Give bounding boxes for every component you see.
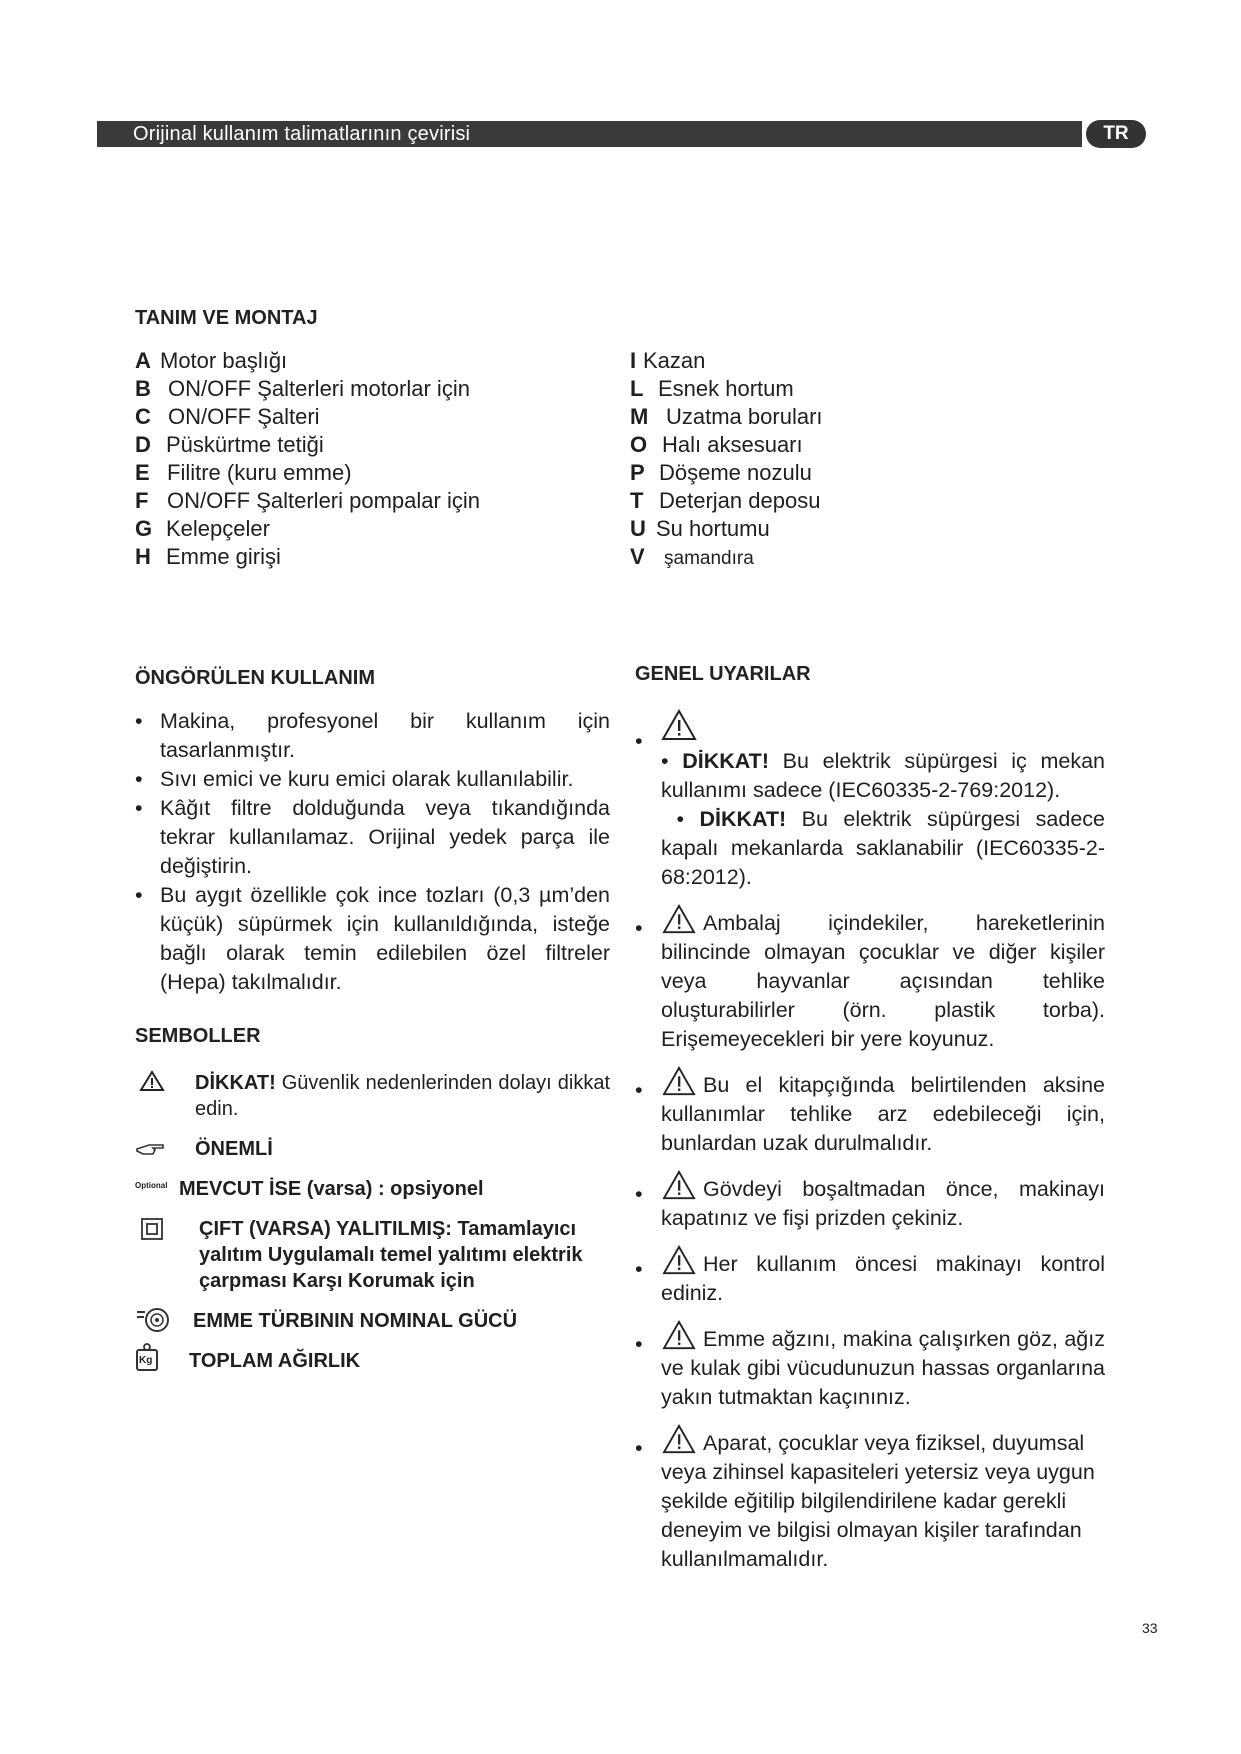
- part-item: C ON/OFF Şalteri: [135, 404, 320, 429]
- part-item: O Halı aksesuarı: [630, 432, 803, 457]
- list-item: • Sıvı emici ve kuru emici olarak kullanılabilir.: [135, 767, 574, 791]
- part-item: D Püskürtme tetiği: [135, 432, 324, 457]
- section-title-warnings: GENEL UYARILAR: [635, 663, 811, 685]
- symbol-attention: DİKKAT! Güvenlik nedenlerinden dolayı dikkat edin.: [135, 1070, 610, 1122]
- part-item: P Döşeme nozulu: [630, 460, 812, 485]
- warnings-list: [635, 709, 1105, 1574]
- part-item: G Kelepçeler: [135, 516, 270, 541]
- symbol-total-weight: Kg TOPLAM AĞIRLIK: [135, 1348, 610, 1374]
- intended-use-list: [135, 707, 610, 997]
- part-item: L Esnek hortum: [630, 376, 794, 401]
- part-item: F ON/OFF Şalterleri pompalar için: [135, 488, 480, 513]
- warning-triangle-icon: [661, 1245, 697, 1275]
- header-title: Orijinal kullanım talimatlarının çevirisi: [133, 123, 471, 145]
- list-item: • Kâğıt filtre dolduğunda veya tıkandığında tekrar kullanılamaz. Orijinal yedek parça ile değiştirin.: [135, 796, 610, 878]
- symbol-optional: Optional MEVCUT İSE (varsa) : opsiyonel: [135, 1178, 484, 1200]
- part-item: I Kazan: [630, 348, 706, 373]
- warning-triangle-icon: [661, 1320, 697, 1350]
- warning-item: • Gövdeyi boşaltmadan önce, makinayı kapatınız ve fişi prizden çekiniz.: [635, 1170, 1105, 1233]
- warning-item: • • DİKKAT! Bu elektrik süpürgesi iç mekan kullanımı sadece (IEC60335-2-769:2012). • DİKKAT! Bu elektrik süpürgesi sadece kapalı mekanlarda saklanabilir (IEC60335-2-68:2012).: [635, 709, 1105, 892]
- optional-icon: Optional: [135, 1181, 168, 1190]
- part-item: U Su hortumu: [630, 516, 770, 541]
- warning-triangle-icon: [661, 1424, 697, 1454]
- list-item: • Bu aygıt özellikle çok ince tozları (0,3 µm’den küçük) süpürmek için kullanıldığında, isteğe bağlı olarak temin edilebilen özel filtreler (Hepa) takılmalıdır.: [135, 883, 610, 994]
- warning-item: • Ambalaj içindekiler, hareketlerinin bilincinde olmayan çocuklar ve diğer kişiler veya hayvanlar açısından tehlike oluşturabilirler (örn. plastik torba). Erişemeyecekleri bir yere koyunuz.: [635, 904, 1105, 1054]
- part-item: T Deterjan deposu: [630, 488, 821, 513]
- warning-triangle-icon: [139, 1070, 165, 1099]
- warning-triangle-icon: [661, 904, 697, 934]
- parts-list-left: [135, 347, 480, 571]
- section-title-intended-use: ÖNGÖRÜLEN KULLANIM: [135, 667, 375, 689]
- part-item: A Motor başlığı: [135, 348, 288, 373]
- part-item: E Filitre (kuru emme): [135, 460, 352, 485]
- part-item: B ON/OFF Şalterleri motorlar için: [135, 376, 470, 401]
- part-item: V şamandıra: [630, 544, 754, 569]
- symbol-important: ÖNEMLİ: [135, 1136, 610, 1162]
- parts-list-right: [630, 347, 823, 573]
- warning-item: • Emme ağzını, makina çalışırken göz, ağız ve kulak gibi vücudunuzun hassas organlarına yakın tutmaktan kaçınınız.: [635, 1320, 1105, 1412]
- warning-triangle-icon: [661, 709, 1105, 745]
- symbols-list: [135, 1070, 610, 1374]
- symbol-double-insulation: ÇIFT (VARSA) YALITILMIŞ: Tamamlayıcı yalıtım Uygulamalı temel yalıtımı elektrik çarpması Karşı Korumak için: [135, 1216, 610, 1294]
- double-insulation-icon: [141, 1218, 163, 1247]
- warning-item: • Her kullanım öncesi makinayı kontrol ediniz.: [635, 1245, 1105, 1308]
- weight-icon: Kg: [135, 1342, 159, 1372]
- warning-triangle-icon: [661, 1066, 697, 1096]
- language-badge: TR: [1086, 120, 1146, 148]
- section-title-symbols: SEMBOLLER: [135, 1025, 261, 1047]
- part-item: M Uzatma boruları: [630, 404, 823, 429]
- header-bar: [97, 121, 1082, 147]
- warning-triangle-icon: [661, 1170, 697, 1200]
- list-item: • Makina, profesyonel bir kullanım için tasarlanmıştır.: [135, 709, 610, 762]
- page-number: 33: [1142, 1620, 1158, 1636]
- warning-item: • Aparat, çocuklar veya fiziksel, duyumsal veya zihinsel kapasiteleri yetersiz veya uygun şekilde eğitilip bilgilendirilene kadar gerekli deneyim ve bilgisi olmayan kişiler tarafından kullanılmamalıdır.: [635, 1424, 1105, 1574]
- pointing-hand-icon: [135, 1139, 167, 1165]
- part-item: H Emme girişi: [135, 544, 281, 569]
- warning-item: • Bu el kitapçığında belirtilenden aksine kullanımlar tehlike arz edebileceği için, bunlardan uzak durulmalıdır.: [635, 1066, 1105, 1158]
- section-title-description: TANIM VE MONTAJ: [135, 307, 318, 329]
- symbol-turbine-power: EMME TÜRBININ NOMINAL GÜCÜ: [135, 1308, 610, 1334]
- turbine-icon: [135, 1306, 171, 1341]
